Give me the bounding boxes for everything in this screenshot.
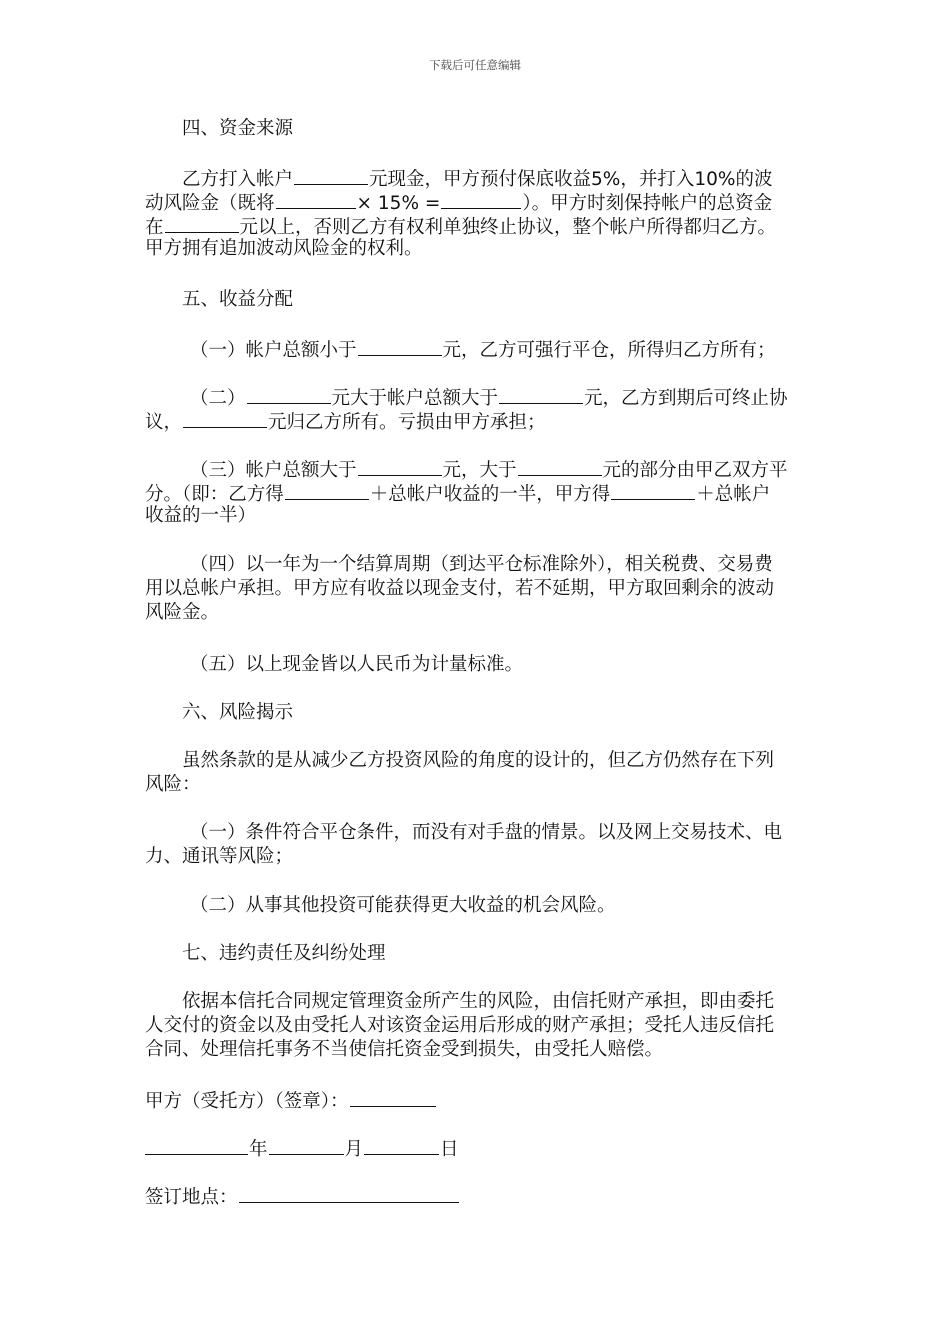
text-run: 元，乙方到期后可终止协 bbox=[584, 388, 788, 409]
section7-heading bbox=[145, 942, 805, 966]
text-run: 元以上，否则乙方有权利单独终止协议，整个帐户所得都归乙方。 bbox=[239, 217, 777, 238]
text-run: × 15% = bbox=[356, 193, 441, 214]
section5-item3 bbox=[145, 456, 805, 528]
paragraph-line bbox=[145, 845, 805, 869]
fill-blank bbox=[441, 189, 521, 209]
text-run: 人交付的资金以及由受托人对该资金运用后形成的财产承担；受托人违反信托 bbox=[145, 1015, 775, 1036]
fill-blank bbox=[247, 384, 331, 404]
year-blank bbox=[145, 1135, 248, 1155]
text-run: 议， bbox=[145, 412, 183, 433]
heading-text: 七、违约责任及纠纷处理 bbox=[182, 943, 386, 964]
paragraph-line bbox=[145, 577, 805, 601]
paragraph-line bbox=[145, 504, 805, 528]
place-blank bbox=[239, 1183, 459, 1203]
text-run: 元现金，甲方预付保底收益5%，并打入10%的波 bbox=[369, 169, 773, 190]
fill-blank bbox=[358, 456, 442, 476]
section4-heading bbox=[145, 117, 805, 141]
text-run: （一）条件符合平仓条件，而没有对手盘的情景。以及网上交易技术、电 bbox=[190, 822, 783, 843]
paragraph-line bbox=[145, 749, 805, 773]
text-run: 乙方打入帐户 bbox=[182, 169, 294, 190]
signature-date bbox=[145, 1135, 805, 1162]
signature-blank bbox=[350, 1087, 436, 1107]
paragraph-line bbox=[145, 456, 805, 480]
text-run: 元的部分由甲乙双方平 bbox=[602, 460, 788, 481]
section5-item1 bbox=[145, 336, 805, 360]
paragraph-line bbox=[145, 336, 805, 360]
signature-place bbox=[145, 1183, 805, 1210]
section6-heading bbox=[145, 701, 805, 725]
paragraph-line bbox=[145, 990, 805, 1014]
fill-blank bbox=[611, 480, 695, 500]
fill-blank bbox=[518, 456, 602, 476]
paragraph-line bbox=[145, 553, 805, 577]
text-run: （四）以一年为一个结算周期（到达平仓标准除外），相关税费、交易费 bbox=[190, 554, 773, 575]
text-run: 动风险金（既将 bbox=[145, 193, 275, 214]
text-run: 元，乙方可强行平仓，所得归乙方所有； bbox=[442, 340, 776, 361]
paragraph-line bbox=[145, 1038, 805, 1062]
section7-paragraph bbox=[145, 990, 805, 1062]
heading-text: 六、风险揭示 bbox=[182, 702, 294, 723]
text-run: ＋总帐户 bbox=[696, 484, 771, 505]
paragraph-line bbox=[145, 237, 805, 261]
text-run: 合同、处理信托事务不当使信托资金受到损失，由受托人赔偿。 bbox=[145, 1039, 664, 1060]
text-run: 分。（即：乙方得 bbox=[145, 484, 284, 505]
section5-heading bbox=[145, 288, 805, 312]
section5-item4 bbox=[145, 553, 805, 625]
text-run: （五）以上现金皆以人民币为计量标准。 bbox=[190, 654, 524, 675]
day-blank bbox=[364, 1135, 439, 1155]
text-run: 甲方拥有追加波动风险金的权利。 bbox=[145, 238, 423, 259]
text-run: 收益的一半） bbox=[145, 505, 257, 526]
paragraph-line bbox=[145, 773, 805, 797]
paragraph-line bbox=[145, 189, 805, 213]
text-run: 元大于帐户总额大于 bbox=[331, 388, 499, 409]
fill-blank bbox=[285, 480, 369, 500]
fill-blank bbox=[276, 189, 356, 209]
section5-item5 bbox=[145, 653, 805, 677]
text-run: 风险金。 bbox=[145, 602, 220, 623]
fill-blank bbox=[165, 213, 239, 233]
heading-text: 四、资金来源 bbox=[182, 118, 294, 139]
text-run: ）。甲方时刻保持帐户的总资金 bbox=[522, 193, 773, 214]
paragraph-line bbox=[145, 821, 805, 845]
text-run: （二）从事其他投资可能获得更大收益的机会风险。 bbox=[190, 895, 616, 916]
text-run: 在 bbox=[145, 217, 164, 238]
header-note: 下载后可任意编辑 bbox=[429, 58, 521, 72]
signature-party-a bbox=[145, 1087, 805, 1114]
text-run: 元归乙方所有。亏损由甲方承担； bbox=[268, 412, 546, 433]
section4-paragraph bbox=[145, 165, 805, 261]
year-label: 年 bbox=[249, 1139, 268, 1160]
fill-blank bbox=[499, 384, 583, 404]
text-run: （三）帐户总额大于 bbox=[190, 460, 357, 481]
fill-blank bbox=[358, 336, 442, 356]
text-run: 虽然条款的是从减少乙方投资风险的角度的设计的，但乙方仍然存在下列 bbox=[182, 750, 775, 771]
month-label: 月 bbox=[344, 1139, 364, 1160]
text-run: 依据本信托合同规定管理资金所产生的风险，由信托财产承担，即由委托 bbox=[182, 991, 775, 1012]
paragraph-line bbox=[145, 384, 805, 408]
month-blank bbox=[269, 1135, 344, 1155]
place-label: 签订地点： bbox=[145, 1187, 238, 1208]
text-run: 用以总帐户承担。甲方应有收益以现金支付，若不延期，甲方取回剩余的波动 bbox=[145, 578, 775, 599]
text-run: 风险： bbox=[145, 774, 201, 795]
section6-intro bbox=[145, 749, 805, 797]
text-run: ＋总帐户收益的一半，甲方得 bbox=[369, 484, 611, 505]
text-run: 力、通讯等风险； bbox=[145, 846, 294, 867]
paragraph-line bbox=[145, 213, 805, 237]
paragraph-line bbox=[145, 165, 805, 189]
text-run: （二） bbox=[190, 388, 246, 409]
section6-item1 bbox=[145, 821, 805, 869]
paragraph-line bbox=[145, 408, 805, 432]
paragraph-line bbox=[145, 480, 805, 504]
text-run: 元，大于 bbox=[442, 460, 517, 481]
day-label: 日 bbox=[440, 1139, 459, 1160]
party-a-label: 甲方（受托方）（签章）： bbox=[145, 1091, 349, 1112]
paragraph-line bbox=[145, 1014, 805, 1038]
heading-text: 五、收益分配 bbox=[182, 289, 294, 310]
section6-item2 bbox=[145, 894, 805, 918]
fill-blank bbox=[183, 408, 267, 428]
section5-item2 bbox=[145, 384, 805, 432]
text-run: （一）帐户总额小于 bbox=[190, 340, 357, 361]
fill-blank bbox=[294, 165, 368, 185]
paragraph-line bbox=[145, 601, 805, 625]
